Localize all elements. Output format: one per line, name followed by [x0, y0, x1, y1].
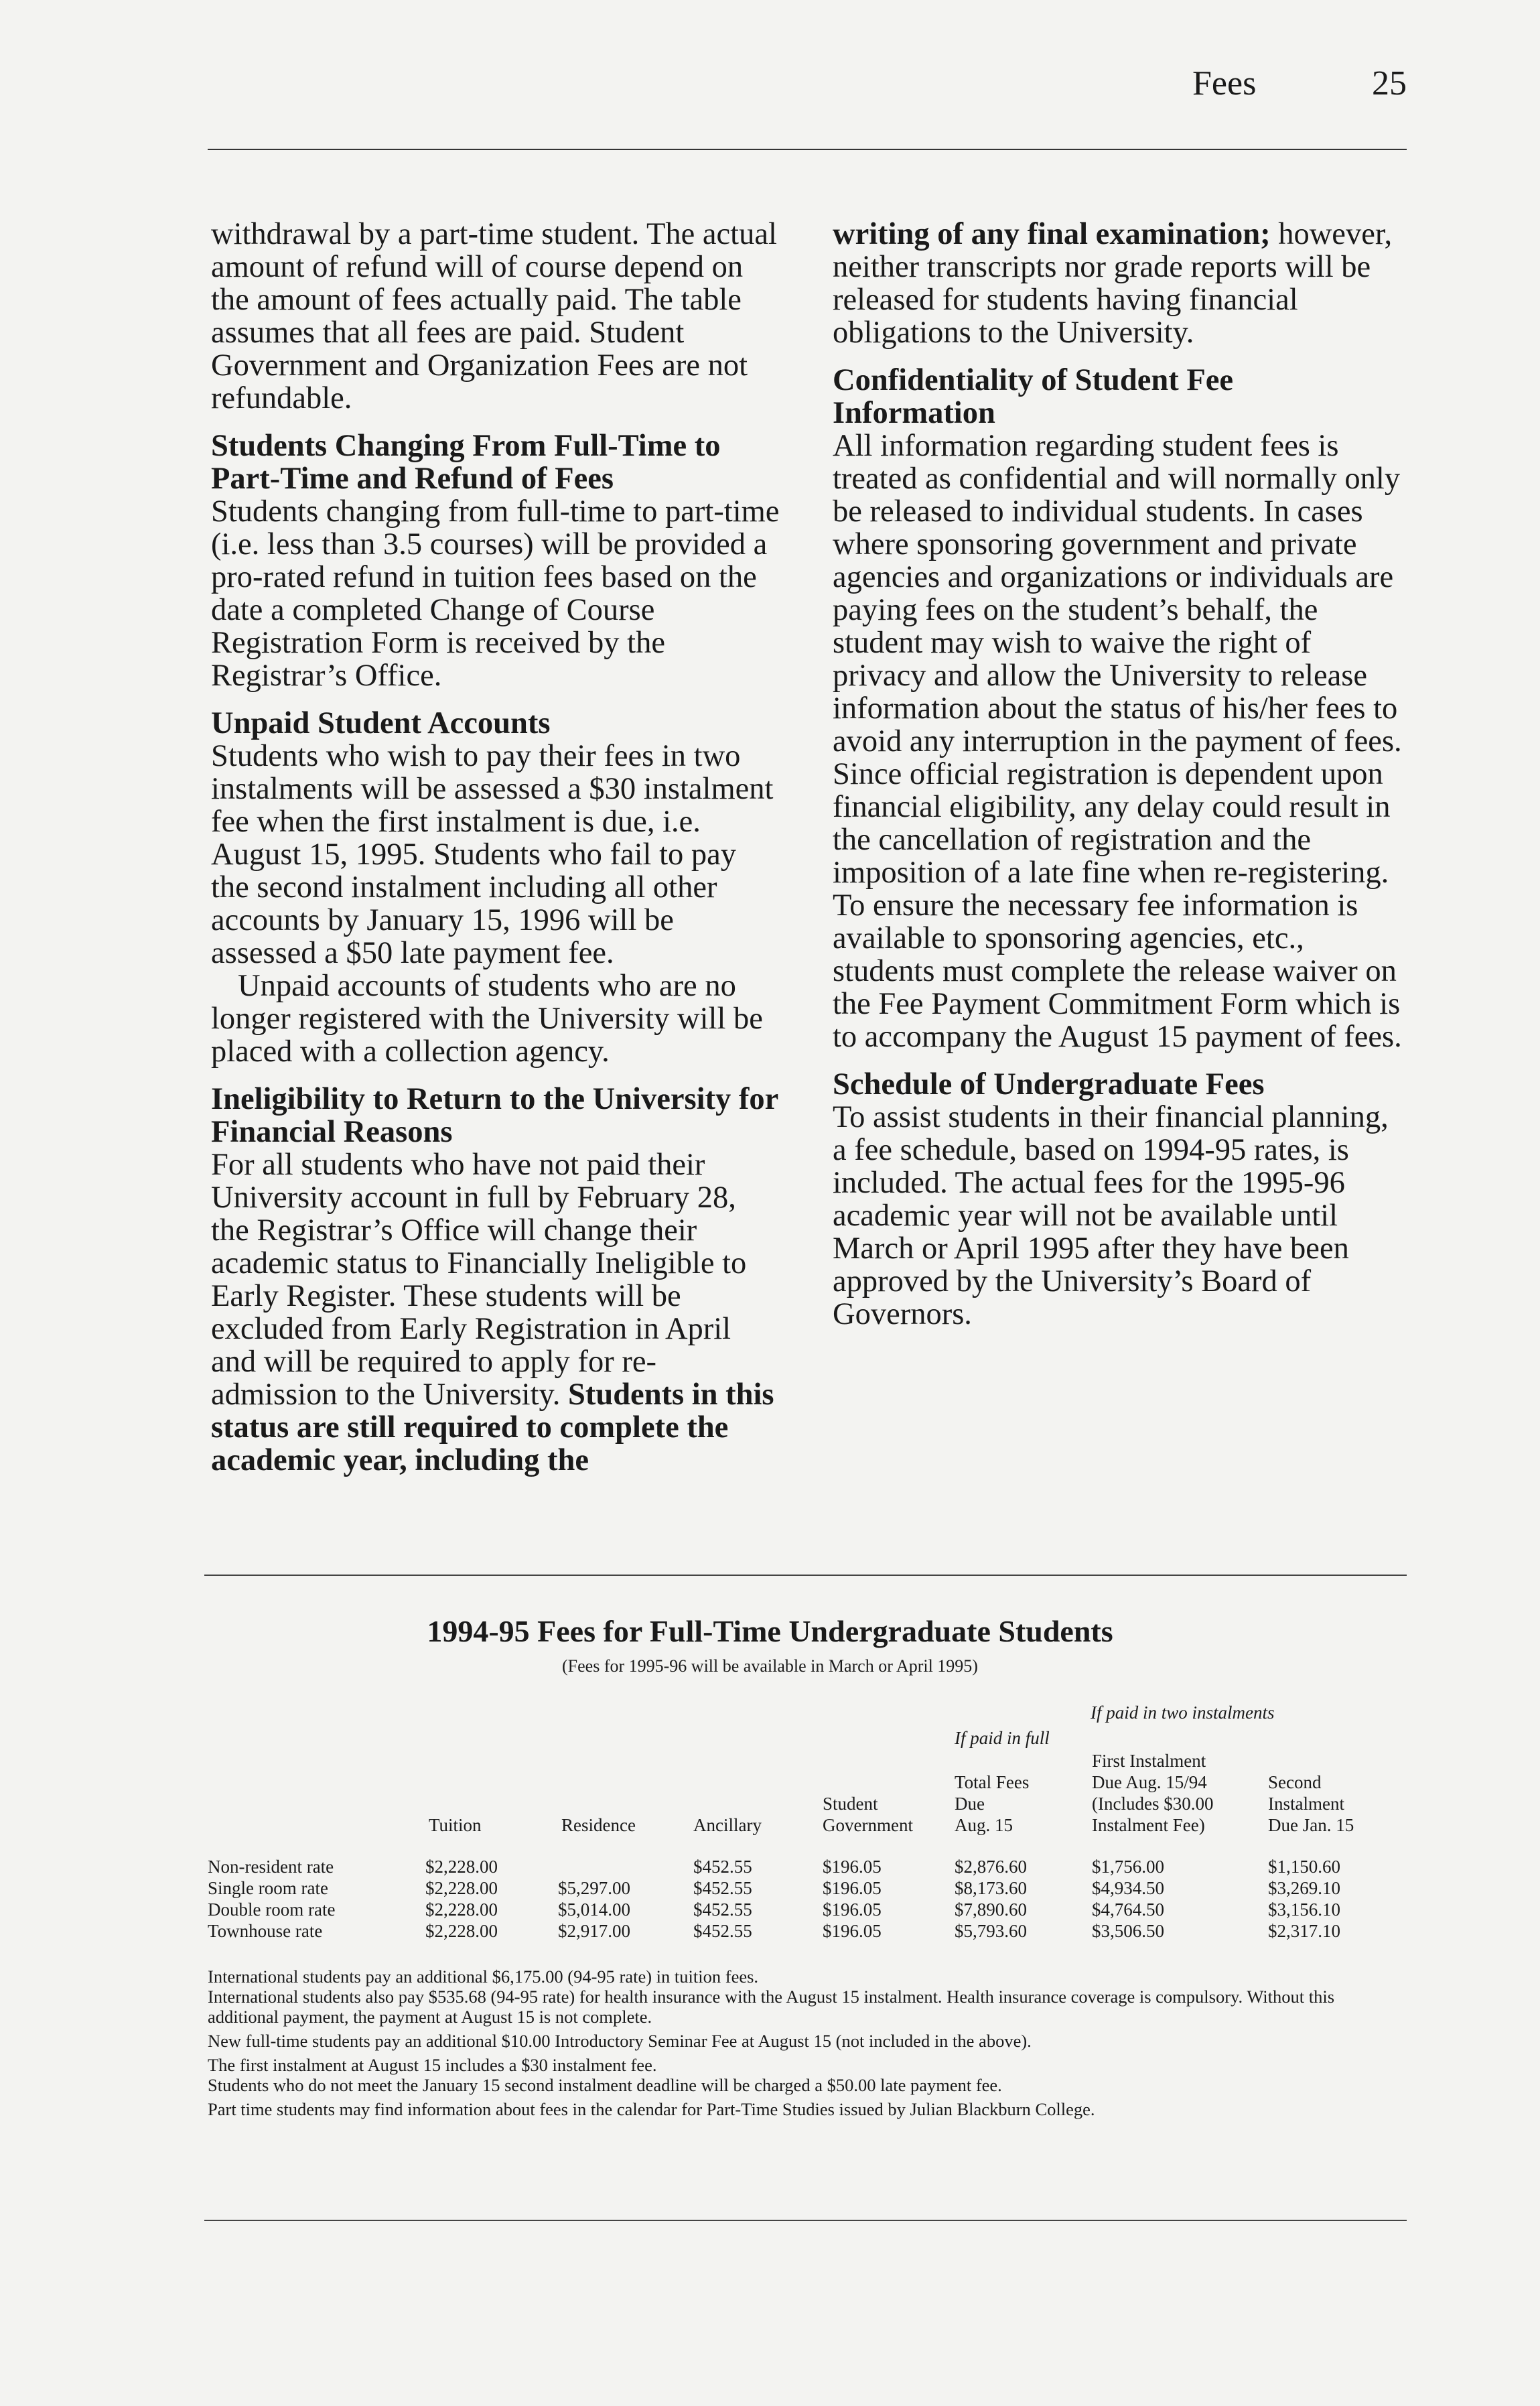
- table-title: 1994-95 Fees for Full-Time Undergraduate Students: [427, 1614, 1113, 1648]
- col-header-first-instalment: Due Aug. 15/94: [1092, 1772, 1207, 1792]
- footer-rule: [204, 2220, 1407, 2221]
- note: Part time students may find information about fees in the calendar for Part-Time Studies issued by Julian Blackburn College.: [208, 2099, 1095, 2119]
- cell-student-gov: $196.05: [823, 1878, 882, 1898]
- section-heading: Students Changing From Full-Time to Part-Time and Refund of Fees: [211, 429, 721, 496]
- paragraph: Unpaid accounts of students who are no longer registered with the University will be placed with a collection agency.: [211, 969, 763, 1069]
- note: Students who do not meet the January 15 second instalment deadline will be charged a $50.00 late payment fee.: [208, 2075, 1002, 2095]
- cell-ancillary: $452.55: [693, 1899, 752, 1920]
- cell-total: $2,876.60: [955, 1857, 1027, 1877]
- cell-first-instalment: $3,506.50: [1092, 1921, 1164, 1941]
- note: International students pay an additional $6,175.00 (94-95 rate) in tuition fees.: [208, 1966, 759, 1987]
- table-subtitle: (Fees for 1995-96 will be available in March or April 1995): [562, 1656, 978, 1676]
- section-title: Fees: [1192, 64, 1257, 103]
- table-notes: [208, 1966, 1407, 2119]
- col-header-total: Due: [955, 1794, 985, 1814]
- col-header-total: Total Fees: [955, 1772, 1030, 1792]
- cell-tuition: $2,228.00: [425, 1899, 498, 1920]
- note: New full-time students pay an additional $10.00 Introductory Seminar Fee at August 15 (not included in the above).: [208, 2031, 1032, 2051]
- paragraph: Students who wish to pay their fees in two instalments will be assessed a $30 instalment fee when the first instalment is due, i.e. August 15, 1995. Students who fail to pay the second instalment including all other accounts by January 15, 1996 will be assessed a $50 late payment fee.: [211, 739, 774, 970]
- cell-total: $7,890.60: [955, 1899, 1027, 1920]
- paragraph: withdrawal by a part-time student. The actual amount of refund will of course depend on the amount of fees actually paid. The table assumes that all fees are paid. Student Government and Organization Fees are not refundable.: [211, 217, 777, 415]
- cell-first-instalment: $4,764.50: [1092, 1899, 1164, 1920]
- cell-second-instalment: $1,150.60: [1268, 1857, 1340, 1877]
- col-header-first-instalment: (Includes $30.00: [1092, 1794, 1214, 1814]
- cell-total: $8,173.60: [955, 1878, 1027, 1898]
- row-label: Double room rate: [208, 1899, 336, 1920]
- paragraph-text: however, neither transcripts nor grade reports will be released for students having financial obligations to the University.: [833, 217, 1393, 350]
- cell-first-instalment: $4,934.50: [1092, 1878, 1164, 1898]
- table-top-rule: [204, 1575, 1407, 1576]
- cell-residence: $5,297.00: [558, 1878, 630, 1898]
- col-header-first-instalment: First Instalment: [1092, 1751, 1206, 1771]
- cell-ancillary: $452.55: [693, 1878, 752, 1898]
- cell-tuition: $2,228.00: [425, 1857, 498, 1877]
- col-header-second-instalment: Due Jan. 15: [1268, 1815, 1354, 1835]
- row-label: Single room rate: [208, 1878, 328, 1898]
- cell-second-instalment: $3,156.10: [1268, 1899, 1340, 1920]
- right-column: [833, 218, 1402, 1331]
- col-header-second-instalment: Instalment: [1268, 1794, 1344, 1814]
- section-heading: Confidentiality of Student Fee Information: [833, 363, 1234, 430]
- bold-text: writing of any final examination;: [833, 217, 1271, 251]
- col-header-student-gov: Student: [823, 1794, 878, 1814]
- cell-student-gov: $196.05: [823, 1921, 882, 1941]
- cell-tuition: $2,228.00: [425, 1878, 498, 1898]
- row-label: Non-resident rate: [208, 1857, 334, 1877]
- paragraph-text: For all students who have not paid their University account in full by February 28, the Registrar’s Office will change their academic status to Financially Ineligible to Early Register. These students will be excluded from Early Registration in April and will be required to apply for re-admission to the University.: [211, 1148, 747, 1412]
- col-header-ancillary: Ancillary: [693, 1815, 762, 1835]
- header-rule: [208, 149, 1407, 150]
- group-header-full: If paid in full: [955, 1728, 1050, 1748]
- page-number: 25: [1372, 64, 1407, 103]
- cell-student-gov: $196.05: [823, 1857, 882, 1877]
- col-header-second-instalment: Second: [1268, 1772, 1322, 1792]
- note: The first instalment at August 15 includes a $30 instalment fee.: [208, 2055, 657, 2075]
- cell-tuition: $2,228.00: [425, 1921, 498, 1941]
- page-header: [1192, 64, 1407, 117]
- paragraph: Students changing from full-time to part-time (i.e. less than 3.5 courses) will be provided a pro-rated refund in tuition fees based on the date a completed Change of Course Registration Form is received by the Registrar’s Office.: [211, 494, 780, 693]
- cell-second-instalment: $2,317.10: [1268, 1921, 1340, 1941]
- cell-ancillary: $452.55: [693, 1921, 752, 1941]
- col-header-total: Aug. 15: [955, 1815, 1013, 1835]
- paragraph: [211, 1148, 780, 1477]
- section-heading: Unpaid Student Accounts: [211, 706, 551, 740]
- paragraph: All information regarding student fees is treated as confidential and will normally only be released to individual students. In cases where sponsoring government and private agencies and organizations or individuals are paying fees on the student’s behalf, the student may wish to waive the right of privacy and allow the University to release information about the status of his/her fees to avoid any interruption in the payment of fees. Since official registration is dependent upon financial eligibility, any delay could result in the cancellation of registration and the imposition of a late fine when re-registering. To ensure the necessary fee information is available to sponsoring agencies, etc., students must complete the release waiver on the Fee Payment Commitment Form which is to accompany the August 15 payment of fees.: [833, 429, 1402, 1054]
- col-header-tuition: Tuition: [429, 1815, 482, 1835]
- cell-residence: $2,917.00: [558, 1921, 630, 1941]
- cell-ancillary: $452.55: [693, 1857, 752, 1877]
- section-heading: Ineligibility to Return to the University for Financial Reasons: [211, 1082, 778, 1149]
- col-header-student-gov: Government: [823, 1815, 913, 1835]
- paragraph: [833, 218, 1402, 349]
- note: International students also pay $535.68 (94-95 rate) for health insurance with the August 15 instalment. Health insurance coverage is compulsory. Without this additional payment, the payment at August 15 is not complete.: [208, 1987, 1335, 2027]
- col-header-residence: Residence: [561, 1815, 636, 1835]
- row-label: Townhouse rate: [208, 1921, 323, 1941]
- cell-student-gov: $196.05: [823, 1899, 882, 1920]
- cell-residence: $5,014.00: [558, 1899, 630, 1920]
- group-header-two-instalments: If paid in two instalments: [1091, 1702, 1275, 1723]
- left-column: [211, 218, 780, 1477]
- bold-text: Students in this status are still required to complete the academic year, including the: [211, 1378, 774, 1477]
- col-header-first-instalment: Instalment Fee): [1092, 1815, 1205, 1835]
- cell-first-instalment: $1,756.00: [1092, 1857, 1164, 1877]
- paragraph: To assist students in their financial planning, a fee schedule, based on 1994-95 rates, is included. The actual fees for the 1995-96 academic year will not be available until March or April 1995 after they have been approved by the University’s Board of Governors.: [833, 1100, 1389, 1331]
- cell-total: $5,793.60: [955, 1921, 1027, 1941]
- section-heading: Schedule of Undergraduate Fees: [833, 1067, 1265, 1101]
- cell-second-instalment: $3,269.10: [1268, 1878, 1340, 1898]
